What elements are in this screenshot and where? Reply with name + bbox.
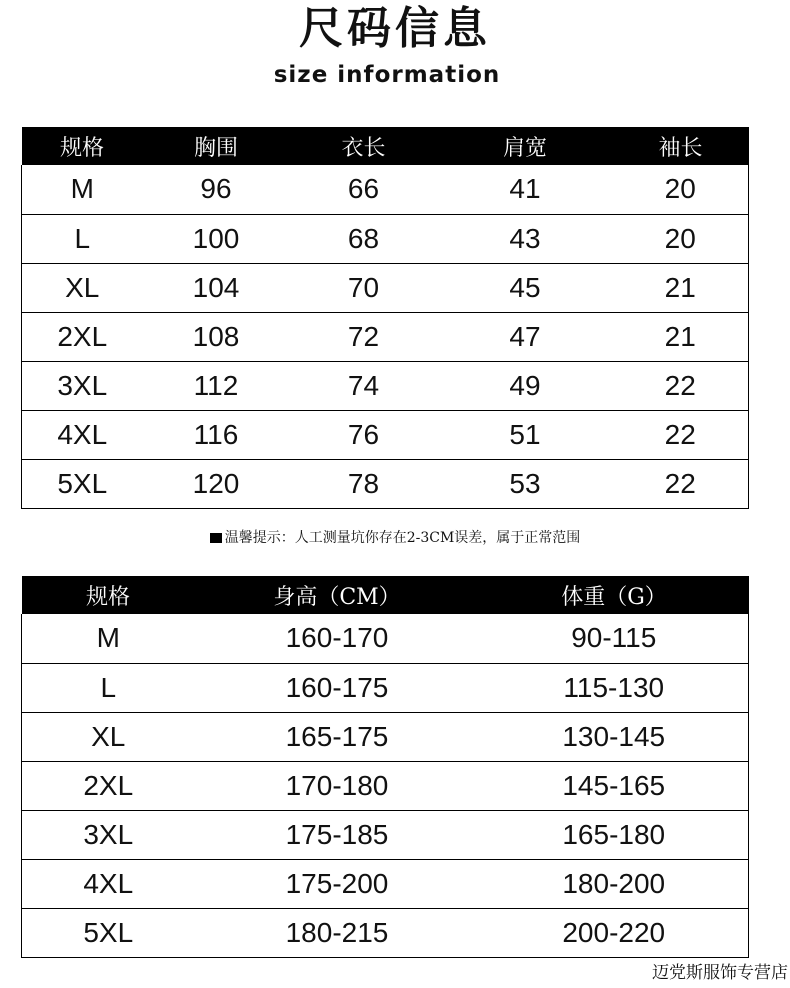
page-subtitle: size information [273,62,501,88]
table-cell: 175-200 [195,859,480,908]
table-cell: 66 [290,165,438,214]
table-cell: 22 [613,361,749,410]
table-cell: 120 [143,459,290,508]
header-cell: 胸围 [143,127,290,165]
table-row [22,908,749,957]
table-cell: 76 [290,410,438,459]
table-cell: 70 [290,263,438,312]
table-row [22,410,749,459]
table-cell: 2XL [22,312,143,361]
table-cell: 100 [143,214,290,263]
table-cell: 130-145 [480,712,749,761]
header-cell: 规格 [22,576,195,614]
table-cell: L [22,214,143,263]
measurement-note [0,527,790,549]
table-cell: 51 [438,410,613,459]
table-cell: 104 [143,263,290,312]
table-cell: 53 [438,459,613,508]
table-cell: M [22,614,195,663]
table-cell: 74 [290,361,438,410]
header-cell: 规格 [22,127,143,165]
header-cell: 袖长 [613,127,749,165]
table-cell: 115-130 [480,663,749,712]
table-cell: 72 [290,312,438,361]
table-cell: 170-180 [195,761,480,810]
table-row [22,214,749,263]
table-cell: 160-175 [195,663,480,712]
square-bullet-icon [210,533,222,543]
table-cell: 21 [613,312,749,361]
table-row [22,614,749,663]
table-cell: 116 [143,410,290,459]
table-cell: 90-115 [480,614,749,663]
table-cell: XL [22,712,195,761]
table-row [22,165,749,214]
table-cell: 200-220 [480,908,749,957]
table-cell: 165-175 [195,712,480,761]
table-cell: 108 [143,312,290,361]
header-cell: 肩宽 [438,127,613,165]
table-cell: XL [22,263,143,312]
table-row [22,361,749,410]
table-cell: 5XL [22,908,195,957]
table-cell: 41 [438,165,613,214]
table-cell: 145-165 [480,761,749,810]
table-cell: 68 [290,214,438,263]
table-cell: 20 [613,214,749,263]
table-cell: 5XL [22,459,143,508]
measurement-note-text: 温馨提示：人工测量坑你存在2-3CM误差，属于正常范围 [224,530,581,546]
table-cell: 3XL [22,810,195,859]
page-title: 尺码信息 [299,3,491,54]
table-cell: 180-200 [480,859,749,908]
table-cell: 4XL [22,859,195,908]
table-row [22,663,749,712]
table-cell: 47 [438,312,613,361]
table-cell: 2XL [22,761,195,810]
table-cell: 180-215 [195,908,480,957]
table-cell: 175-185 [195,810,480,859]
table-cell: 22 [613,410,749,459]
table-row [22,712,749,761]
size-table [21,127,749,509]
table-cell: 45 [438,263,613,312]
table-cell: 3XL [22,361,143,410]
shop-name: 迈党斯服饰专营店 [652,963,788,983]
table-row [22,810,749,859]
table-cell: 4XL [22,410,143,459]
table-cell: 21 [613,263,749,312]
size-table-header [22,127,749,165]
table-cell: 160-170 [195,614,480,663]
header-cell: 衣长 [290,127,438,165]
table-row [22,312,749,361]
table-row [22,459,749,508]
table-cell: 96 [143,165,290,214]
table-cell: 43 [438,214,613,263]
fit-table-header [22,576,749,614]
table-cell: 20 [613,165,749,214]
table-cell: 49 [438,361,613,410]
header-cell: 体重（G） [480,576,749,614]
table-row [22,761,749,810]
table-cell: L [22,663,195,712]
table-cell: 78 [290,459,438,508]
table-row [22,859,749,908]
table-cell: 165-180 [480,810,749,859]
table-cell: M [22,165,143,214]
table-row [22,263,749,312]
header-cell: 身高（CM） [195,576,480,614]
table-cell: 112 [143,361,290,410]
table-cell: 22 [613,459,749,508]
fit-table [21,576,749,958]
